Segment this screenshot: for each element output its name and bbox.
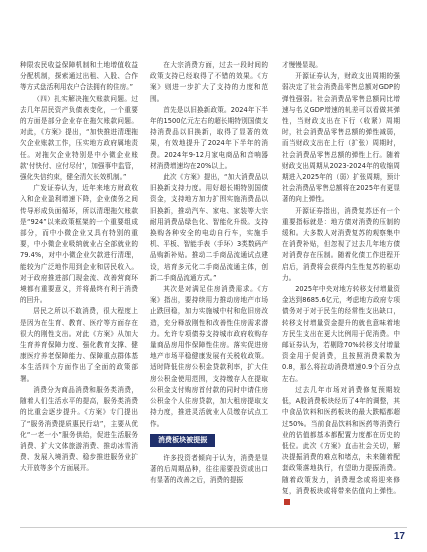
paragraph: 其次是对满足住房消费需求。《方案》指出，要持续用力推动房地产市场止跌回稳，加力实施城中村和危旧房改造，充分释放刚性和改善性住房需求潜力。允许专项债券支持城市政府收购存量商品房用作保障性住房。落实促进房地产市场平稳健康发展有关税收政策。适时降低住房公积金贷款利率，扩大住房公积金使用范围，支持缴存人在提取公积金支付购房首付款的同时申请住房公积金个人住房贷款，加大租房提取支持力度，推进灵活就业人员缴存试点工作。 (150, 285, 268, 428)
paragraph-final (282, 385, 400, 508)
paragraph: 消费分为商品消费和服务类消费，随着人们生活水平的提高，服务类消费的比重会逐步提升。《方案》专门提出了“服务消费提质惠民行动”，主要从优化“一老一小”服务供给，促进生活服务消费、扩大文体旅游消费、推动冰雪消费、发展入境消费、稳步推进服务业扩大开放等多个方面展开。 (20, 385, 138, 473)
paragraph: 才慢慢显现。 (282, 61, 322, 69)
paragraph: 许多投资者倾向于认为，消费是显著的后周期品种，往往需要投资或出口有显著的改善之后，消费的提振 (150, 453, 268, 485)
paragraph: 居民之所以不敢消费，很大程度上是因为在生育、教育、医疗等方面存在很大的刚性支出。对此《方案》从加大生育养育保障力度、强化教育支撑、健康医疗养老保障能力、保障重点群体基本生活四个方面作出了全面的政策部署。 (20, 307, 138, 383)
text-column-left (20, 60, 138, 475)
paragraph: 种限农民收益保障机制和土地增值收益分配机制，探索通过出租、入股、合作等方式盘活利用农户合法拥有的住房。” (20, 61, 138, 92)
paragraph: （四）扎实解决拖欠账款问题。过去几年居民资产负债表变化，一个重要的方面是部分企业存在拖欠账款问题。对此，《方案》提出，“加快推进清理拖欠企业账款工作，压实地方政府属地责任。对拖欠企业特别是中小微企业账款‘付快付、应付尽付’，加强事中监管，强化失信约束，健全清欠长效机制。” (20, 94, 138, 182)
paragraph: 首先是以旧换新政策。2024年下半年的1500亿元左右的超长期特别国债支持消费品以旧换新，取得了显著的效果，有效地提升了2024年下半年的消费。2024年9-12月家电商品和音响器材消费增速均在20%以上。 (150, 105, 268, 170)
paragraph: 此次《方案》提出，“加大消费品以旧换新支持力度。用好超长期特别国债资金，支持地方加力扩围实施消费品以旧换新，推动汽车、家电、家装等大宗耐用消费品绿色化、智能化升级。支持换购各种安全的电动自行车，实施手机、平板、智能手表（手环）3类数码产品购新补贴。推动二手商品流通试点建设，培育多元化二手商品流通主体，创新二手商品流通方式。” (150, 173, 268, 282)
end-mark-icon (284, 499, 290, 505)
paragraph: 开源证券指出，消费复苏还有一个重要指标就是：地方债对消费的压制的缓和。大多数人对消费复苏的观察集中在消费补贴，但忽视了过去几年地方债对消费存在压制。随着化债工作进程开启后，消费将会获得内生性复苏的驱动力。 (282, 206, 400, 282)
page-number: 17 (393, 531, 405, 542)
text-column-middle (150, 60, 268, 486)
paragraph: 广发证券认为，近年来地方财政收入和企业盈利增速下降，企业债务之间传导形成负面循环，所以清理拖欠账款是“924”以来政策框架的一个重要组成部分，而中小微企业又具有特别的重要，中小微企业吸纳就业占全部就业的79.4%，对中小微企业欠款进行清理，能较为广泛地作用到企业和居民收入。对于政府推进部门现金流、改善营商环境都有重要意义，并将最终有利于消费的回升。 (20, 184, 138, 305)
paragraph: 在大宗消费方面，过去一段时间的政策支持已经取得了不错的效果。《方案》则进一步扩大了支持的力度和范围。 (150, 61, 268, 103)
section-heading: 消费板块被提振 (150, 434, 215, 447)
paragraph: 2025年中央对地方转移支付增量资金达到8685.6亿元，考虑地方政府专项债务对于对于民生的经常性支出缺口，转移支付增量资金提升的就也意味着地方民生支出在更大比例用于促消费。中邮证券认为，若剔除70%转移支付增量资金用于促消费，且按照消费乘数为0.8，那么将拉动消费增速0.9个百分点左右。 (282, 285, 400, 383)
footer-divider (20, 527, 407, 528)
text-column-right (282, 60, 400, 508)
section-heading-wrapper (150, 430, 268, 453)
paragraph-text: 过去几年市场对消费修复预期较低，A股消费板块经历了4年的调整，其中食品饮料和医药板块的最大跌幅都超过50%。当前食品饮料和医药等消费行业的估值都基本都配置力度都在历史的低位。此次《方案》直击社会关切，解决提振消费的难点和堵点，未来随着配套政策落地执行，有望助力提振消费。随着政策发力，消费理念或将迎来修复，消费板块或将带来估值向上弹性。 (282, 385, 400, 495)
paragraph: 开源证券认为，财政支出周期的强弱决定了社会消费品零售总额对GDP的弹性强弱。社会消费品零售总额同比增速与名义GDP增速的轧差可以看做其弹性，当财政支出在下行（收紧）周期时，社会消费品零售总额的弹性减弱，而当财政支出在上行（扩张）周期时，社会消费品零售总额的弹性上行。随着财政支出周期从2023-2024年的收缩周期进入2025年的（弱）扩张周期，预计社会消费品零售总额将在2025年有更显著的向上弹性。 (282, 72, 400, 204)
